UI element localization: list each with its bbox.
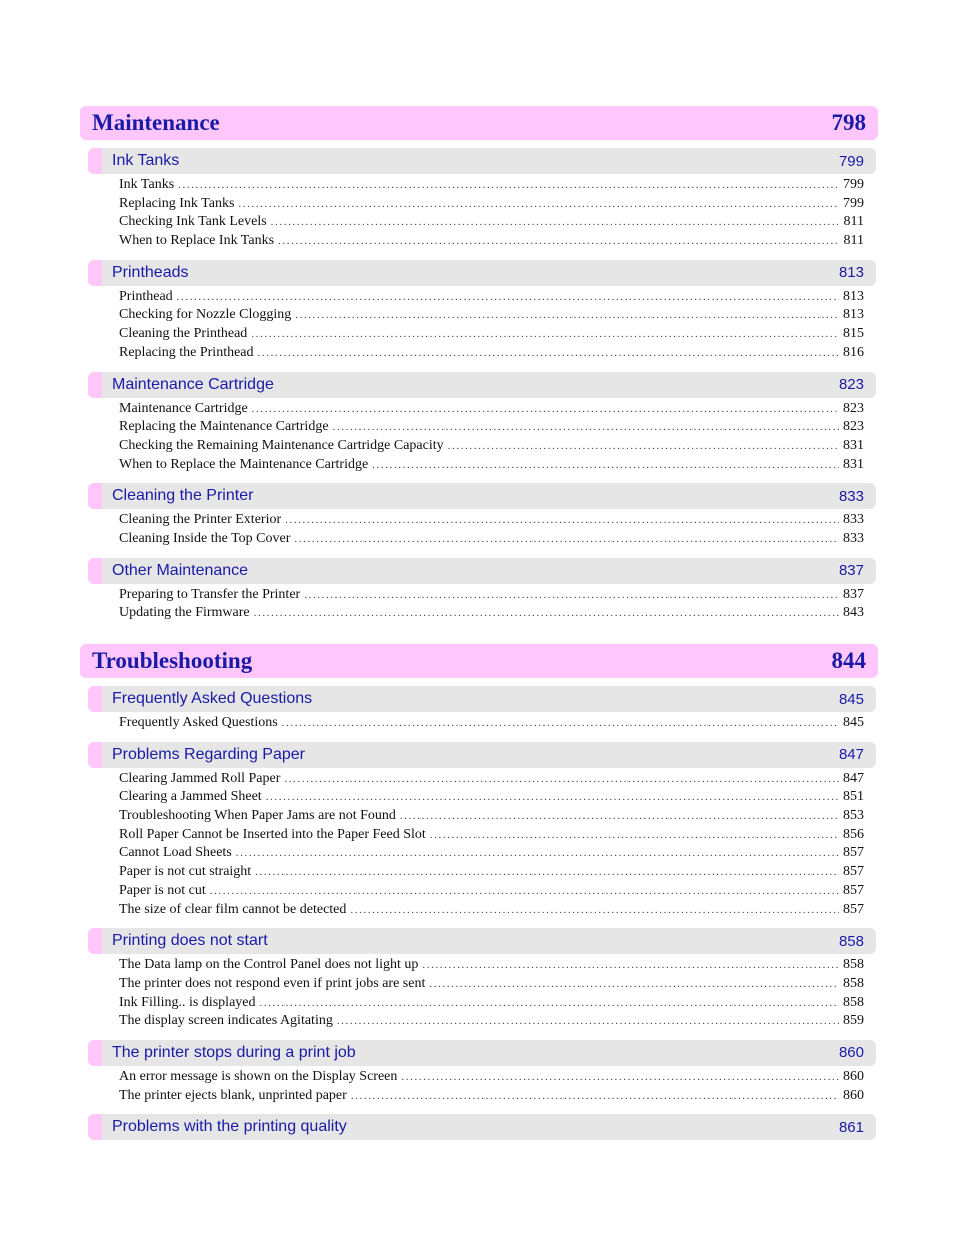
section-block — [80, 148, 878, 254]
chapter-heading[interactable] — [80, 106, 878, 140]
dot-leader — [251, 328, 839, 340]
entry-page: 853 — [843, 808, 864, 824]
entry-title: Clearing Jammed Roll Paper — [119, 770, 281, 786]
entry-page: 799 — [843, 195, 864, 211]
entry-title: Maintenance Cartridge — [119, 400, 248, 416]
section-entries — [80, 584, 878, 626]
toc-entry[interactable] — [119, 531, 864, 550]
chapter-sections — [80, 148, 878, 626]
dot-leader — [282, 717, 839, 729]
entry-page: 857 — [843, 882, 864, 898]
entry-title: An error message is shown on the Display Screen — [119, 1068, 398, 1084]
entry-page: 858 — [843, 994, 864, 1010]
dot-leader — [284, 773, 839, 785]
section-title: Problems Regarding Paper — [112, 745, 305, 763]
entry-page: 857 — [843, 901, 864, 917]
entry-page: 833 — [843, 512, 864, 528]
section-block — [80, 372, 878, 478]
toc-entry[interactable] — [119, 771, 864, 790]
chapter-title: Maintenance — [92, 110, 220, 135]
dot-leader — [278, 235, 839, 247]
entry-page: 837 — [843, 586, 864, 602]
dot-leader — [422, 959, 839, 971]
dot-leader — [372, 459, 839, 471]
entry-title: Replacing the Printhead — [119, 344, 254, 360]
section-title: Frequently Asked Questions — [112, 690, 313, 707]
toc-entry[interactable] — [119, 214, 864, 233]
entry-title: Cleaning the Printhead — [119, 326, 248, 342]
entry-title: Printhead — [119, 288, 173, 304]
dot-leader — [238, 198, 839, 210]
entry-title: Cleaning Inside the Top Cover — [119, 530, 291, 546]
entry-page: 813 — [843, 288, 864, 304]
entry-page: 816 — [843, 344, 864, 360]
dot-leader — [304, 589, 839, 601]
entry-title: Checking for Nozzle Clogging — [119, 307, 292, 323]
chapter-page: 844 — [831, 648, 866, 673]
section-title: Ink Tanks — [112, 152, 180, 169]
toc-entry[interactable] — [119, 995, 864, 1014]
entry-title: The size of clear film cannot be detected — [119, 901, 347, 917]
entry-page: 860 — [843, 1087, 864, 1103]
toc-entry[interactable] — [119, 401, 864, 420]
entry-title: Replacing Ink Tanks — [119, 195, 235, 211]
section-block — [80, 1040, 878, 1108]
entry-title: Replacing the Maintenance Cartridge — [119, 419, 329, 435]
toc-entry[interactable] — [119, 1088, 864, 1107]
entry-page: 823 — [843, 419, 864, 435]
entry-title: Paper is not cut — [119, 882, 206, 898]
entry-page: 831 — [843, 437, 864, 453]
entry-page: 831 — [843, 456, 864, 472]
entry-page: 851 — [843, 789, 864, 805]
toc-entry[interactable] — [119, 715, 864, 734]
section-heading[interactable] — [88, 372, 876, 398]
section-heading[interactable] — [88, 558, 876, 584]
toc-entry[interactable] — [119, 512, 864, 531]
dot-leader — [255, 866, 839, 878]
dot-leader — [295, 309, 839, 321]
dot-leader — [337, 1015, 839, 1027]
toc-entry[interactable] — [119, 289, 864, 308]
dot-leader — [177, 291, 839, 303]
section-title: Other Maintenance — [112, 561, 249, 579]
dot-leader — [285, 514, 839, 526]
entry-title: The Data lamp on the Control Panel does not light up — [119, 957, 419, 973]
entry-title: The printer does not respond even if print jobs are sent — [119, 975, 426, 991]
entry-title: Ink Filling.. is displayed — [119, 994, 256, 1010]
toc-entry[interactable] — [119, 438, 864, 457]
entry-page: 811 — [843, 214, 864, 230]
toc-entry[interactable] — [119, 1013, 864, 1032]
entry-page: 799 — [843, 177, 864, 192]
section-block — [80, 260, 878, 366]
section-title: Printheads — [112, 263, 189, 281]
dot-leader — [178, 179, 839, 191]
entry-page: 860 — [843, 1068, 864, 1084]
toc-entry[interactable] — [119, 345, 864, 364]
section-title: Maintenance Cartridge — [112, 375, 274, 393]
section-entries — [80, 509, 878, 551]
entry-title: Updating the Firmware — [119, 605, 250, 621]
section-page: 823 — [838, 376, 864, 393]
entry-title: When to Replace Ink Tanks — [119, 233, 275, 249]
entry-page: 858 — [843, 957, 864, 973]
section-page: 833 — [838, 487, 864, 505]
dot-leader — [401, 1071, 839, 1083]
section-title: Printing does not start — [112, 932, 268, 950]
section-page: 860 — [838, 1044, 864, 1062]
entry-page: 856 — [843, 826, 864, 842]
section-entries — [80, 712, 878, 736]
dot-leader — [448, 440, 839, 452]
chapter-block — [80, 106, 878, 626]
section-heading[interactable] — [88, 483, 876, 509]
section-title: Cleaning the Printer — [112, 487, 254, 505]
entry-page: 811 — [843, 233, 864, 249]
section-entries — [80, 954, 878, 1034]
dot-leader — [254, 607, 839, 619]
toc-entry[interactable] — [119, 177, 864, 196]
section-block — [80, 483, 878, 551]
toc-entry[interactable] — [119, 233, 864, 252]
section-block — [80, 742, 878, 923]
section-entries — [80, 286, 878, 366]
toc-entry[interactable] — [119, 902, 864, 921]
chapter-heading[interactable] — [80, 644, 878, 678]
section-entries — [80, 768, 878, 923]
section-heading[interactable] — [88, 1114, 876, 1140]
entry-title: Cleaning the Printer Exterior — [119, 512, 282, 528]
toc-entry[interactable] — [119, 1069, 864, 1088]
chapter-sections — [80, 686, 878, 1140]
section-block — [80, 928, 878, 1034]
entry-title: Troubleshooting When Paper Jams are not Found — [119, 808, 396, 824]
toc-entry[interactable] — [119, 326, 864, 345]
dot-leader — [260, 997, 840, 1009]
section-page: 858 — [838, 932, 864, 950]
toc-entry[interactable] — [119, 196, 864, 215]
toc-entry[interactable] — [119, 587, 864, 606]
section-page: 813 — [838, 264, 864, 282]
dot-leader — [351, 1090, 839, 1102]
entry-title: The printer ejects blank, unprinted paper — [119, 1087, 347, 1103]
entry-page: 859 — [843, 1013, 864, 1029]
toc-entry[interactable] — [119, 976, 864, 995]
section-title: Problems with the printing quality — [112, 1118, 347, 1136]
dot-leader — [429, 978, 839, 990]
toc-entry[interactable] — [119, 883, 864, 902]
entry-page: 823 — [843, 400, 864, 416]
dot-leader — [333, 421, 839, 433]
section-heading[interactable] — [88, 686, 876, 712]
section-entries — [80, 1066, 878, 1108]
section-heading[interactable] — [88, 148, 876, 174]
toc-entry[interactable] — [119, 605, 864, 624]
entry-title: Preparing to Transfer the Printer — [119, 586, 301, 602]
entry-page: 833 — [843, 530, 864, 546]
dot-leader — [400, 810, 839, 822]
section-entries — [80, 174, 878, 254]
entry-title: The display screen indicates Agitating — [119, 1013, 333, 1029]
entry-page: 857 — [843, 845, 864, 861]
entry-title: Clearing a Jammed Sheet — [119, 789, 262, 805]
entry-page: 857 — [843, 864, 864, 880]
dot-leader — [271, 216, 840, 228]
section-block — [80, 558, 878, 626]
dot-leader — [236, 847, 839, 859]
section-page: 845 — [838, 690, 864, 708]
entry-page: 845 — [843, 715, 864, 730]
section-heading[interactable] — [88, 260, 876, 286]
toc-entry[interactable] — [119, 307, 864, 326]
dot-leader — [350, 904, 839, 916]
entry-title: Frequently Asked Questions — [119, 715, 278, 730]
section-page: 861 — [838, 1118, 864, 1136]
dot-leader — [430, 829, 839, 841]
toc-entry[interactable] — [119, 864, 864, 883]
dot-leader — [266, 791, 839, 803]
toc-entry[interactable] — [119, 789, 864, 808]
entry-title: Cannot Load Sheets — [119, 845, 232, 861]
section-block — [80, 1114, 878, 1140]
entry-title: Checking the Remaining Maintenance Cartridge Capacity — [119, 437, 444, 453]
section-block — [80, 686, 878, 736]
entry-title: Roll Paper Cannot be Inserted into the Paper Feed Slot — [119, 826, 426, 842]
entry-page: 813 — [843, 307, 864, 323]
section-title: The printer stops during a print job — [112, 1043, 356, 1061]
section-heading[interactable] — [88, 928, 876, 954]
dot-leader — [252, 403, 839, 415]
entry-page: 847 — [843, 770, 864, 786]
dot-leader — [258, 347, 839, 359]
entry-title: When to Replace the Maintenance Cartridge — [119, 456, 369, 472]
section-entries — [80, 398, 878, 478]
chapter-title: Troubleshooting — [92, 648, 253, 673]
entry-title: Paper is not cut straight — [119, 864, 252, 880]
chapter-page: 798 — [831, 110, 866, 135]
toc-entry[interactable] — [119, 419, 864, 438]
entry-page: 815 — [843, 326, 864, 342]
toc-entry[interactable] — [119, 957, 864, 976]
section-heading[interactable] — [88, 742, 876, 768]
toc-entry[interactable] — [119, 808, 864, 827]
toc-entry[interactable] — [119, 827, 864, 846]
table-of-contents — [80, 106, 878, 1146]
section-page: 837 — [838, 562, 864, 580]
entry-page: 843 — [843, 605, 864, 621]
section-heading[interactable] — [88, 1040, 876, 1066]
entry-title: Ink Tanks — [119, 177, 175, 192]
toc-entry[interactable] — [119, 845, 864, 864]
entry-title: Checking Ink Tank Levels — [119, 214, 267, 230]
entry-page: 858 — [843, 975, 864, 991]
section-page: 799 — [838, 152, 864, 170]
dot-leader — [210, 885, 839, 897]
section-page: 847 — [838, 746, 864, 764]
chapter-block — [80, 644, 878, 1140]
dot-leader — [294, 533, 839, 545]
toc-entry[interactable] — [119, 457, 864, 476]
